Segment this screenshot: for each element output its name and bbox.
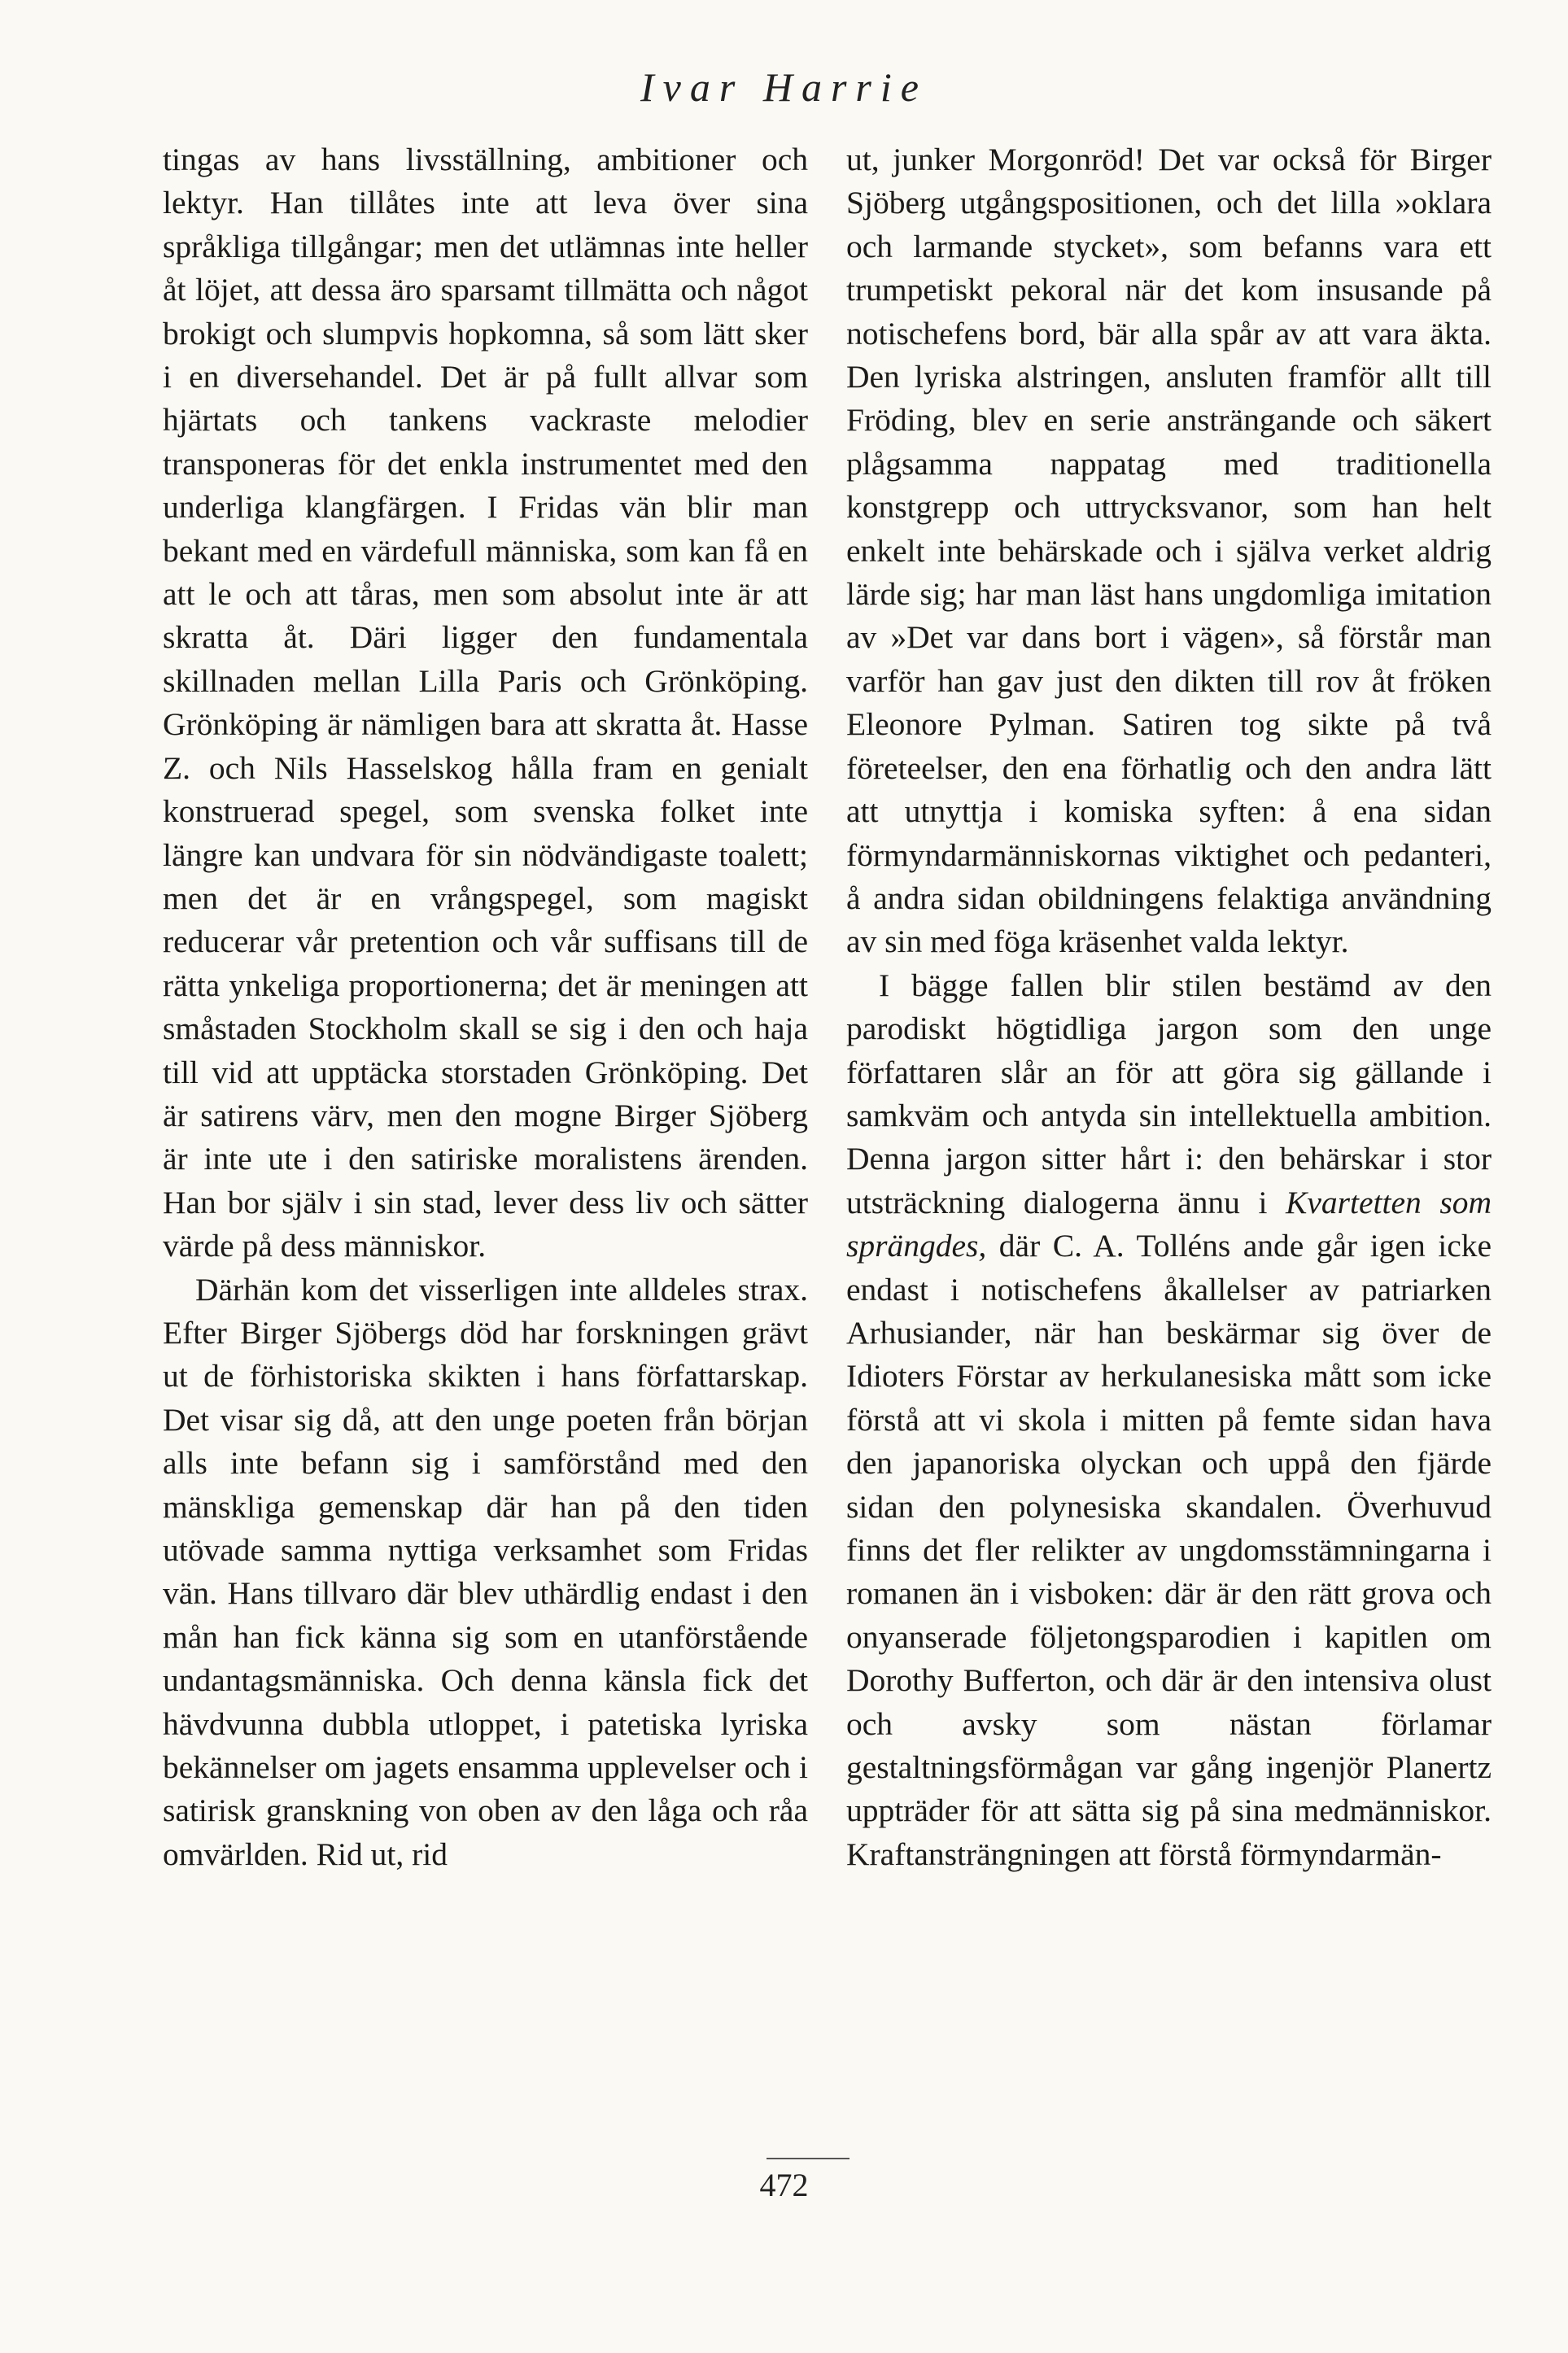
page-number: 472 xyxy=(759,2167,809,2203)
paragraph-text: I bägge fallen blir stilen bestämd av den parodiskt högtidliga jargon som den unge författaren slår an för att göra sig gällande i samkväm och antyda sin intellektuella ambition. Denna jargon sitter hårt i: den behärskar i stor utsträckning dialogerna ännu i xyxy=(846,967,1492,1220)
running-head: Ivar Harrie xyxy=(640,64,928,110)
paragraph-text: där C. A. Tolléns ande går igen icke endast i notischefens åkallelser av patriarken Arhusiander, när han beskärmar sig över de Idioters Förstar av herkulanesiska mått som icke förstå att vi skola i mitten på femte sidan hava den japanoriska olyckan och uppå den fjärde sidan den polynesiska skandalen. Överhuvud finns det fler relikter av ungdomsstämningarna i romanen än i visboken: där är den rätt grova och onyanserade följetongsparodien i kapitlen om Dorothy Bufferton, och där är den intensiva olust och avsky som nästan förlamar gestaltningsförmågan var gång ingenjör Planertz uppträder för att sätta sig på sina medmänniskor. Kraftansträngningen att förstå förmyndarmän- xyxy=(846,1228,1492,1872)
paragraph: Därhän kom det visserligen inte alldeles strax. Efter Birger Sjöbergs död har forskningen grävt ut de förhistoriska skikten i hans författarskap. Det visar sig då, att den unge poeten från början alls inte befann sig i samförstånd med den mänskliga gemenskap där han på den tiden utövade samma nyttiga verksamhet som Fridas vän. Hans tillvaro där blev uthärdlig endast i den mån han fick känna sig som en utanförstående undantagsmänniska. Och denna känsla fick det hävdvunna dubbla utloppet, i patetiska lyriska bekännelser om jagets ensamma upplevelser och i satirisk granskning von oben av den låga och råa omvärlden. Rid ut, rid xyxy=(163,1271,808,1872)
paragraph xyxy=(846,964,1492,1877)
book-title: Kvartetten som sprängdes, xyxy=(846,1184,1492,1264)
paragraph: tingas av hans livsställning, ambitioner och lektyr. Han tillåtes inte att leva över sina språkliga tillgångar; men det utlämnas inte heller åt löjet, att dessa äro sparsamt tillmätta och något brokigt och slumpvis hopkomna, så som lätt sker i en diversehandel. Det är på fullt allvar som hjärtats och tankens vackraste melodier transponeras för det enkla instrumentet med den underliga klangfärgen. I Fridas vän blir man bekant med en värdefull människa, som kan få en att le och att tåras, men som absolut inte är att skratta åt. Däri ligger den fundamentala skillnaden mellan Lilla Paris och Grönköping. Grönköping är nämligen bara att skratta åt. Hasse Z. och Nils Hasselskog hålla fram en genialt konstruerad spegel, som svenska folket inte längre kan undvara för sin nödvändigaste toalett; men det är en vrångspegel, som magiskt reducerar vår pretention och vår suffisans till de rätta ynkeliga proportionerna; det är meningen att småstaden Stockholm skall se sig i den och haja till vid att upptäcka storstaden Grönköping. Det är satirens värv, men den mogne Birger Sjöberg är inte ute i den satiriske moralistens ärenden. Han bor själv i sin stad, lever dess liv och sätter värde på dess människor. xyxy=(163,142,808,1264)
paragraph: ut, junker Morgonröd! Det var också för Birger Sjöberg utgångspositionen, och det lilla »oklara och larmande stycket», som befanns vara ett trumpetiskt pekoral när det kom insusande på notischefens bord, bär alla spår av att vara äkta. Den lyriska alstringen, ansluten framför allt till Fröding, blev en serie ansträngande och säkert plågsamma nappatag med traditionella konstgrepp och uttrycksvanor, som han helt enkelt inte behärskade och i själva verket aldrig lärde sig; har man läst hans ungdomliga imitation av »Det var dans bort i vägen», så förstår man varför han gav just den dikten till rov åt fröken Eleonore Pylman. Satiren tog sikte på två företeelser, den ena förhatlig och den andra lätt att utnyttja i komiska syften: å ena sidan förmyndarmänniskornas viktighet och pedanteri, å andra sidan obildningens felaktiga användning av sin med föga kräsenhet valda lektyr. xyxy=(846,142,1492,960)
right-column xyxy=(846,138,1492,1876)
page-number-rule xyxy=(767,2158,850,2159)
left-column xyxy=(163,138,808,1876)
